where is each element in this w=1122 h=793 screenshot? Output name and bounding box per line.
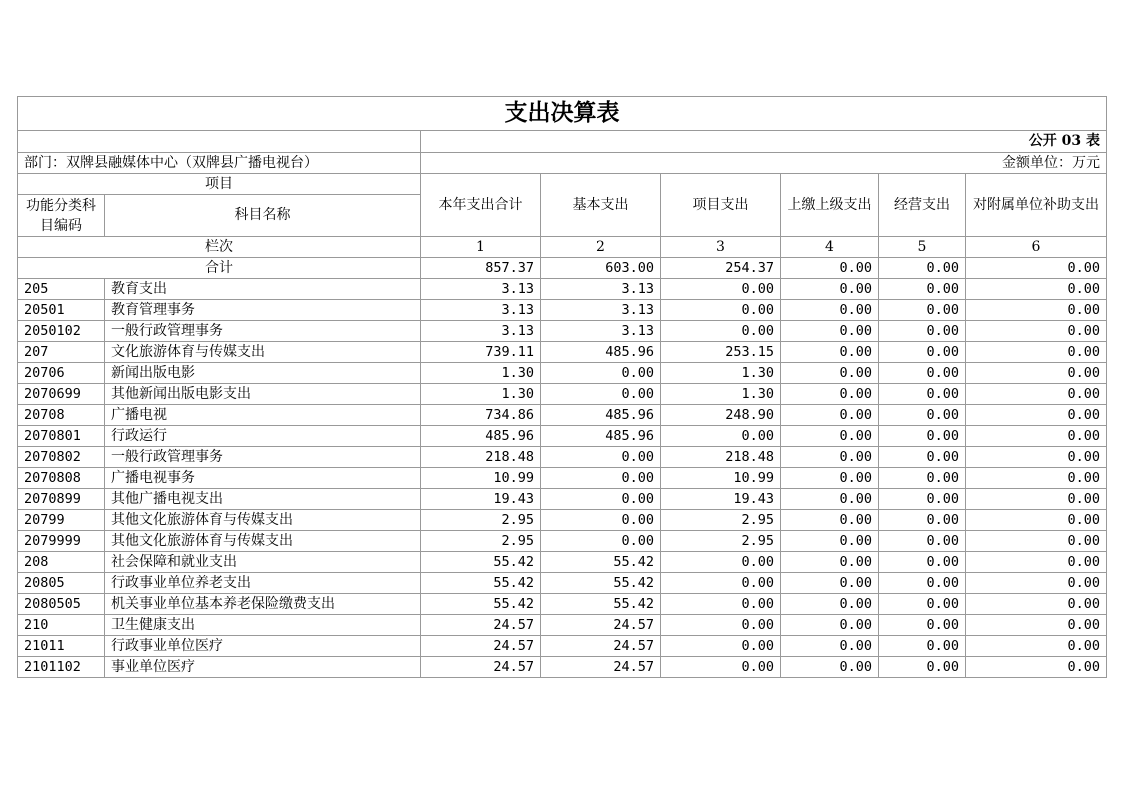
subject-name: 其他广播电视支出 — [105, 489, 421, 510]
column-number: 3 — [661, 237, 781, 258]
subject-code: 2070802 — [18, 447, 105, 468]
table-row — [18, 657, 1107, 678]
table-row — [18, 573, 1107, 594]
amount-cell: 2.95 — [661, 531, 781, 552]
amount-cell: 3.13 — [541, 300, 661, 321]
amount-cell: 0.00 — [661, 615, 781, 636]
table-row — [18, 510, 1107, 531]
amount-cell: 55.42 — [421, 573, 541, 594]
subject-code: 2070899 — [18, 489, 105, 510]
amount-cell: 0.00 — [781, 489, 879, 510]
subject-code: 208 — [18, 552, 105, 573]
header-item: 项目 — [18, 174, 421, 195]
amount-cell: 0.00 — [966, 594, 1107, 615]
amount-cell: 0.00 — [781, 510, 879, 531]
table-row — [18, 489, 1107, 510]
amount-cell: 1.30 — [661, 363, 781, 384]
amount-cell: 3.13 — [421, 300, 541, 321]
subject-name: 教育管理事务 — [105, 300, 421, 321]
total-row — [18, 258, 1107, 279]
subject-code: 2101102 — [18, 657, 105, 678]
amount-cell: 0.00 — [879, 510, 966, 531]
amount-cell: 0.00 — [879, 279, 966, 300]
amount-cell: 0.00 — [879, 405, 966, 426]
amount-cell: 24.57 — [421, 615, 541, 636]
column-number: 1 — [421, 237, 541, 258]
amount-cell: 0.00 — [879, 468, 966, 489]
amount-cell: 0.00 — [541, 468, 661, 489]
table-row — [18, 594, 1107, 615]
amount-cell: 0.00 — [879, 342, 966, 363]
table-row — [18, 552, 1107, 573]
amount-cell: 0.00 — [541, 489, 661, 510]
header-func-code: 功能分类科目编码 — [18, 195, 105, 237]
table-row — [18, 321, 1107, 342]
amount-cell: 0.00 — [966, 300, 1107, 321]
amount-cell: 0.00 — [879, 552, 966, 573]
amount-cell: 0.00 — [966, 531, 1107, 552]
amount-cell: 218.48 — [661, 447, 781, 468]
subject-name: 社会保障和就业支出 — [105, 552, 421, 573]
amount-cell: 2.95 — [661, 510, 781, 531]
amount-cell: 0.00 — [879, 426, 966, 447]
table-row — [18, 615, 1107, 636]
amount-cell: 0.00 — [879, 573, 966, 594]
table-row — [18, 279, 1107, 300]
amount-cell: 0.00 — [781, 531, 879, 552]
amount-cell: 0.00 — [966, 636, 1107, 657]
amount-cell: 0.00 — [541, 384, 661, 405]
subject-name: 行政事业单位医疗 — [105, 636, 421, 657]
total-value: 0.00 — [879, 258, 966, 279]
amount-cell: 0.00 — [661, 573, 781, 594]
unit-label: 金额单位：万元 — [421, 153, 1107, 174]
amount-cell: 3.13 — [541, 321, 661, 342]
subject-code: 20708 — [18, 405, 105, 426]
subject-name: 机关事业单位基本养老保险缴费支出 — [105, 594, 421, 615]
amount-cell: 0.00 — [661, 300, 781, 321]
subject-code: 2050102 — [18, 321, 105, 342]
amount-cell: 0.00 — [661, 552, 781, 573]
table-row — [18, 447, 1107, 468]
subject-name: 其他文化旅游体育与传媒支出 — [105, 531, 421, 552]
table-number: 公开 03 表 — [421, 131, 1107, 153]
amount-cell: 0.00 — [966, 321, 1107, 342]
header-subject-name: 科目名称 — [105, 195, 421, 237]
amount-cell: 0.00 — [781, 594, 879, 615]
amount-cell: 0.00 — [781, 657, 879, 678]
amount-cell: 0.00 — [879, 300, 966, 321]
amount-cell: 0.00 — [661, 636, 781, 657]
table-row — [18, 363, 1107, 384]
subject-name: 行政运行 — [105, 426, 421, 447]
amount-cell: 0.00 — [966, 405, 1107, 426]
subject-name: 其他新闻出版电影支出 — [105, 384, 421, 405]
amount-cell: 0.00 — [966, 489, 1107, 510]
amount-cell: 0.00 — [781, 300, 879, 321]
amount-cell: 55.42 — [541, 552, 661, 573]
amount-cell: 0.00 — [661, 426, 781, 447]
subject-code: 2070808 — [18, 468, 105, 489]
subject-name: 新闻出版电影 — [105, 363, 421, 384]
column-number: 5 — [879, 237, 966, 258]
amount-cell: 248.90 — [661, 405, 781, 426]
amount-cell: 0.00 — [781, 405, 879, 426]
subject-code: 20501 — [18, 300, 105, 321]
amount-cell: 253.15 — [661, 342, 781, 363]
total-value: 0.00 — [966, 258, 1107, 279]
amount-cell: 55.42 — [541, 573, 661, 594]
subject-code: 20799 — [18, 510, 105, 531]
amount-cell: 0.00 — [781, 342, 879, 363]
amount-cell: 24.57 — [421, 636, 541, 657]
amount-cell: 24.57 — [421, 657, 541, 678]
subject-code: 20706 — [18, 363, 105, 384]
amount-cell: 0.00 — [781, 363, 879, 384]
amount-cell: 0.00 — [879, 594, 966, 615]
header-basic: 基本支出 — [541, 174, 661, 237]
amount-cell: 0.00 — [966, 510, 1107, 531]
amount-cell: 485.96 — [421, 426, 541, 447]
amount-cell: 0.00 — [966, 615, 1107, 636]
subject-code: 2070699 — [18, 384, 105, 405]
amount-cell: 24.57 — [541, 657, 661, 678]
header-subsidy: 对附属单位补助支出 — [966, 174, 1107, 237]
subject-name: 一般行政管理事务 — [105, 447, 421, 468]
amount-cell: 0.00 — [781, 384, 879, 405]
amount-cell: 0.00 — [781, 573, 879, 594]
column-index-label: 栏次 — [18, 237, 421, 258]
amount-cell: 0.00 — [879, 384, 966, 405]
amount-cell: 0.00 — [966, 342, 1107, 363]
subject-code: 207 — [18, 342, 105, 363]
subject-name: 广播电视事务 — [105, 468, 421, 489]
amount-cell: 0.00 — [879, 447, 966, 468]
amount-cell: 0.00 — [879, 489, 966, 510]
header-upper: 上缴上级支出 — [781, 174, 879, 237]
total-value: 603.00 — [541, 258, 661, 279]
column-index-row — [18, 237, 1107, 258]
amount-cell: 0.00 — [781, 426, 879, 447]
column-number: 6 — [966, 237, 1107, 258]
total-value: 0.00 — [781, 258, 879, 279]
amount-cell: 2.95 — [421, 531, 541, 552]
amount-cell: 10.99 — [661, 468, 781, 489]
amount-cell: 0.00 — [879, 363, 966, 384]
subject-code: 205 — [18, 279, 105, 300]
department-label: 部门：双牌县融媒体中心（双牌县广播电视台） — [18, 153, 421, 174]
amount-cell: 0.00 — [966, 552, 1107, 573]
amount-cell: 10.99 — [421, 468, 541, 489]
amount-cell: 0.00 — [879, 531, 966, 552]
amount-cell: 485.96 — [541, 426, 661, 447]
subject-code: 2070801 — [18, 426, 105, 447]
subject-name: 一般行政管理事务 — [105, 321, 421, 342]
amount-cell: 0.00 — [661, 321, 781, 342]
amount-cell: 3.13 — [421, 279, 541, 300]
column-number: 4 — [781, 237, 879, 258]
amount-cell: 0.00 — [966, 279, 1107, 300]
amount-cell: 0.00 — [541, 447, 661, 468]
expenditure-table — [17, 96, 1107, 678]
amount-cell: 0.00 — [541, 363, 661, 384]
header-project: 项目支出 — [661, 174, 781, 237]
subject-name: 教育支出 — [105, 279, 421, 300]
amount-cell: 24.57 — [541, 636, 661, 657]
amount-cell: 0.00 — [879, 636, 966, 657]
amount-cell: 0.00 — [966, 426, 1107, 447]
subject-code: 2079999 — [18, 531, 105, 552]
table-row — [18, 468, 1107, 489]
amount-cell: 485.96 — [541, 342, 661, 363]
amount-cell: 0.00 — [781, 552, 879, 573]
amount-cell: 218.48 — [421, 447, 541, 468]
amount-cell: 0.00 — [879, 321, 966, 342]
amount-cell: 19.43 — [421, 489, 541, 510]
amount-cell: 0.00 — [781, 468, 879, 489]
amount-cell: 3.13 — [541, 279, 661, 300]
subject-code: 210 — [18, 615, 105, 636]
amount-cell: 0.00 — [781, 279, 879, 300]
subject-name: 行政事业单位养老支出 — [105, 573, 421, 594]
amount-cell: 0.00 — [966, 657, 1107, 678]
table-row — [18, 342, 1107, 363]
amount-cell: 485.96 — [541, 405, 661, 426]
amount-cell: 0.00 — [966, 363, 1107, 384]
amount-cell: 0.00 — [661, 657, 781, 678]
header-business: 经营支出 — [879, 174, 966, 237]
amount-cell: 0.00 — [966, 447, 1107, 468]
amount-cell: 1.30 — [421, 384, 541, 405]
amount-cell: 0.00 — [661, 279, 781, 300]
subject-name: 事业单位医疗 — [105, 657, 421, 678]
header-total: 本年支出合计 — [421, 174, 541, 237]
subject-name: 其他文化旅游体育与传媒支出 — [105, 510, 421, 531]
table-row — [18, 300, 1107, 321]
amount-cell: 0.00 — [781, 447, 879, 468]
amount-cell: 0.00 — [541, 510, 661, 531]
subject-code: 2080505 — [18, 594, 105, 615]
amount-cell: 24.57 — [541, 615, 661, 636]
amount-cell: 0.00 — [879, 615, 966, 636]
subject-code: 20805 — [18, 573, 105, 594]
blank-cell — [18, 131, 421, 153]
amount-cell: 0.00 — [541, 531, 661, 552]
subject-name: 卫生健康支出 — [105, 615, 421, 636]
amount-cell: 0.00 — [661, 594, 781, 615]
table-row — [18, 426, 1107, 447]
amount-cell: 1.30 — [421, 363, 541, 384]
table-row — [18, 636, 1107, 657]
table-row — [18, 405, 1107, 426]
total-label: 合计 — [18, 258, 421, 279]
amount-cell: 734.86 — [421, 405, 541, 426]
total-value: 857.37 — [421, 258, 541, 279]
table-row — [18, 384, 1107, 405]
amount-cell: 0.00 — [781, 321, 879, 342]
amount-cell: 1.30 — [661, 384, 781, 405]
amount-cell: 0.00 — [966, 384, 1107, 405]
subject-name: 广播电视 — [105, 405, 421, 426]
table-row — [18, 531, 1107, 552]
amount-cell: 0.00 — [879, 657, 966, 678]
amount-cell: 19.43 — [661, 489, 781, 510]
report-title: 支出决算表 — [18, 97, 1107, 131]
total-value: 254.37 — [661, 258, 781, 279]
column-number: 2 — [541, 237, 661, 258]
subject-name: 文化旅游体育与传媒支出 — [105, 342, 421, 363]
amount-cell: 55.42 — [421, 594, 541, 615]
amount-cell: 0.00 — [781, 636, 879, 657]
amount-cell: 55.42 — [541, 594, 661, 615]
amount-cell: 0.00 — [966, 573, 1107, 594]
amount-cell: 3.13 — [421, 321, 541, 342]
subject-code: 21011 — [18, 636, 105, 657]
amount-cell: 739.11 — [421, 342, 541, 363]
amount-cell: 0.00 — [781, 615, 879, 636]
amount-cell: 2.95 — [421, 510, 541, 531]
amount-cell: 55.42 — [421, 552, 541, 573]
amount-cell: 0.00 — [966, 468, 1107, 489]
